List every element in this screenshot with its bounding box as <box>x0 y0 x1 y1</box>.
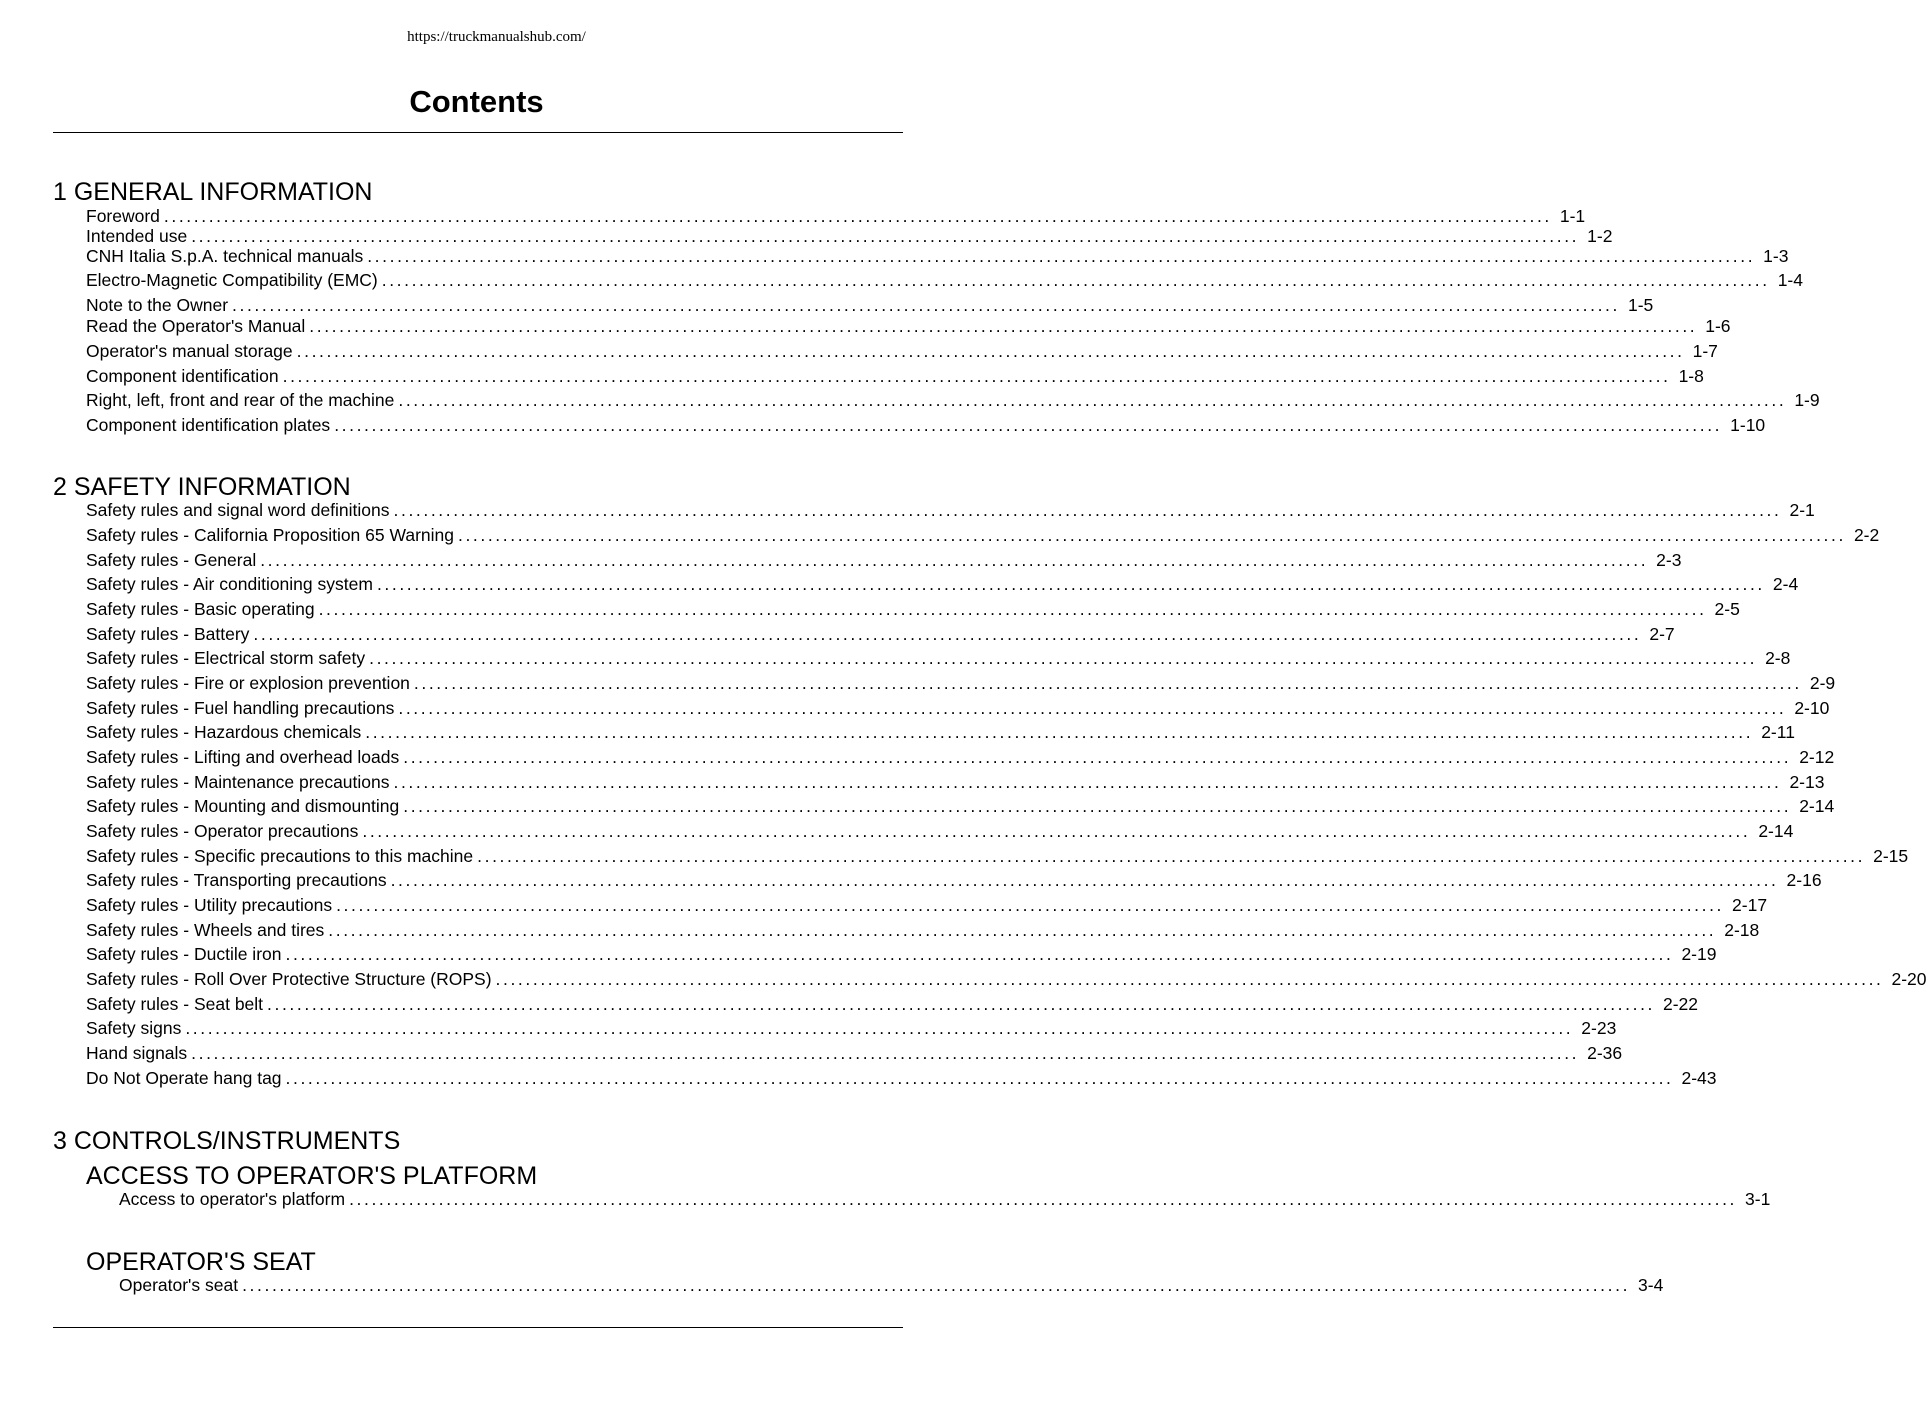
toc-entry-label: Safety rules - Air conditioning system <box>86 574 373 594</box>
dot-leader: .......................................................................................................................................................................................... <box>260 550 1649 570</box>
toc-entry-page: 2-20 <box>1891 969 1927 989</box>
toc-entry[interactable] <box>86 722 1795 743</box>
toc-entry-label: Safety rules - Ductile iron <box>86 944 282 964</box>
toc-entry-label: Safety rules - California Proposition 65 Warning <box>86 525 454 545</box>
subsection-heading-access-to-operators-platform: ACCESS TO OPERATOR'S PLATFORM <box>86 1162 538 1190</box>
dot-leader: .......................................................................................................................................................................................... <box>477 846 1866 866</box>
dot-leader: .......................................................................................................................................................................................... <box>336 895 1725 915</box>
toc-entry-page: 2-23 <box>1581 1018 1617 1038</box>
section-heading-controls-instruments: 3 CONTROLS/INSTRUMENTS <box>53 1127 401 1155</box>
dot-leader: .......................................................................................................................................................................................... <box>365 722 1754 742</box>
toc-entry-label: Safety rules - Fuel handling precautions <box>86 698 395 718</box>
toc-entry-page: 1-3 <box>1763 246 1789 266</box>
toc-entry[interactable] <box>86 295 1654 316</box>
dot-leader: .......................................................................................................................................................................................... <box>381 270 1770 290</box>
dot-leader: .......................................................................................................................................................................................... <box>285 1068 1674 1088</box>
dot-leader: .......................................................................................................................................................................................... <box>393 772 1782 792</box>
toc-entry-label: Note to the Owner <box>86 295 229 315</box>
top-divider <box>53 132 903 133</box>
dot-leader: .......................................................................................................................................................................................... <box>369 648 1758 668</box>
dot-leader: .......................................................................................................................................................................................... <box>393 500 1782 520</box>
toc-entry-page: 1-7 <box>1692 341 1718 361</box>
toc-entry-label: Intended use <box>86 226 188 246</box>
toc-entry-label: Safety signs <box>86 1018 182 1038</box>
toc-entry-page: 1-5 <box>1627 295 1654 315</box>
toc-entry[interactable] <box>86 390 1820 411</box>
toc-entry[interactable] <box>86 698 1830 719</box>
dot-leader: .......................................................................................................................................................................................... <box>267 994 1655 1014</box>
dot-leader: .......................................................................................................................................................................................... <box>458 525 1846 545</box>
toc-entry-page: 2-22 <box>1663 994 1699 1014</box>
toc-entry-page: 2-14 <box>1799 796 1835 816</box>
toc-entry[interactable] <box>86 1068 1717 1089</box>
toc-entry[interactable] <box>86 895 1768 916</box>
toc-entry-page: 2-3 <box>1656 550 1682 570</box>
toc-entry[interactable] <box>86 366 1704 387</box>
dot-leader: .......................................................................................................................................................................................... <box>398 390 1787 410</box>
toc-entry[interactable] <box>86 550 1682 571</box>
toc-entry-page: 2-13 <box>1789 772 1825 792</box>
toc-entry-page: 2-4 <box>1772 574 1799 594</box>
toc-entry-label: Safety rules - Transporting precautions <box>86 870 387 890</box>
dot-leader: .......................................................................................................................................................................................... <box>403 796 1792 816</box>
dot-leader: .......................................................................................................................................................................................... <box>285 944 1674 964</box>
toc-entry[interactable] <box>86 821 1794 842</box>
toc-entry-page: 1-9 <box>1794 390 1820 410</box>
toc-entry-label: Read the Operator's Manual <box>86 316 306 336</box>
toc-entry-page: 2-14 <box>1758 821 1794 841</box>
toc-entry-label: Do Not Operate hang tag <box>86 1068 282 1088</box>
toc-entry[interactable] <box>86 747 1835 768</box>
toc-entry[interactable] <box>86 574 1799 595</box>
toc-entry[interactable] <box>86 525 1880 546</box>
toc-entry[interactable] <box>119 1189 1771 1210</box>
dot-leader: .......................................................................................................................................................................................... <box>185 1018 1574 1038</box>
toc-entry-page: 2-10 <box>1794 698 1830 718</box>
toc-entry-label: CNH Italia S.p.A. technical manuals <box>86 246 364 266</box>
toc-entry-label: Safety rules - Mounting and dismounting <box>86 796 400 816</box>
dot-leader: .......................................................................................................................................................................................... <box>376 574 1765 594</box>
toc-entry[interactable] <box>86 270 1803 291</box>
toc-entry[interactable] <box>86 870 1822 891</box>
source-url[interactable]: https://truckmanualshub.com/ <box>407 29 586 45</box>
dot-leader: .......................................................................................................................................................................................... <box>318 599 1707 619</box>
dot-leader: .......................................................................................................................................................................................... <box>253 624 1642 644</box>
toc-entry[interactable] <box>86 415 1766 436</box>
toc-entry-label: Component identification plates <box>86 415 331 435</box>
dot-leader: .......................................................................................................................................................................................... <box>328 920 1717 940</box>
dot-leader: .......................................................................................................................................................................................... <box>296 341 1685 361</box>
toc-entry-page: 2-43 <box>1681 1068 1717 1088</box>
toc-entry-label: Safety rules - Lifting and overhead loads <box>86 747 400 767</box>
toc-entry[interactable] <box>86 599 1740 620</box>
toc-entry-label: Safety rules - Maintenance precautions <box>86 772 390 792</box>
toc-entry[interactable] <box>86 246 1789 267</box>
toc-entry-label: Safety rules - Electrical storm safety <box>86 648 366 668</box>
toc-entry-page: 1-4 <box>1777 270 1803 290</box>
toc-entry-label: Hand signals <box>86 1043 188 1063</box>
toc-entry-page: 2-19 <box>1681 944 1717 964</box>
toc-entry-page: 2-2 <box>1853 525 1880 545</box>
toc-entry[interactable] <box>86 944 1717 965</box>
toc-entry-page: 1-6 <box>1705 316 1731 336</box>
toc-entry-label: Safety rules and signal word definitions <box>86 500 390 520</box>
toc-entry-page: 2-12 <box>1799 747 1835 767</box>
toc-entry-page: 3-1 <box>1745 1189 1771 1209</box>
toc-entry[interactable] <box>86 994 1699 1015</box>
toc-entry-label: Safety rules - Seat belt <box>86 994 264 1014</box>
dot-leader: .......................................................................................................................................................................................... <box>282 366 1671 386</box>
toc-entry-page: 1-2 <box>1587 226 1613 246</box>
dot-leader: .......................................................................................................................................................................................... <box>191 226 1580 246</box>
toc-entry[interactable] <box>86 500 1815 521</box>
toc-entry-label: Safety rules - Utility precautions <box>86 895 333 915</box>
toc-entry-label: Safety rules - Operator precautions <box>86 821 359 841</box>
toc-entry-label: Safety rules - Roll Over Protective Structure (ROPS) <box>86 969 492 989</box>
toc-entry[interactable] <box>86 341 1718 362</box>
dot-leader: .......................................................................................................................................................................................... <box>413 673 1802 693</box>
toc-entry-page: 1-10 <box>1730 415 1766 435</box>
toc-entry-label: Safety rules - Basic operating <box>86 599 315 619</box>
toc-entry-label: Foreword <box>86 206 160 226</box>
toc-entry[interactable] <box>86 624 1675 645</box>
toc-entry[interactable] <box>86 226 1613 247</box>
toc-entry-page: 1-1 <box>1559 206 1586 226</box>
toc-entry-label: Operator's seat <box>119 1275 239 1295</box>
toc-entry-page: 2-5 <box>1714 599 1740 619</box>
toc-entry[interactable] <box>86 648 1791 669</box>
toc-entry-page: 1-8 <box>1678 366 1704 386</box>
dot-leader: .......................................................................................................................................................................................... <box>362 821 1751 841</box>
dot-leader: .......................................................................................................................................................................................... <box>349 1189 1738 1209</box>
dot-leader: .......................................................................................................................................................................................... <box>403 747 1792 767</box>
dot-leader: .......................................................................................................................................................................................... <box>232 295 1620 315</box>
toc-entry[interactable] <box>86 920 1760 941</box>
toc-entry[interactable] <box>86 673 1836 694</box>
toc-entry-label: Right, left, front and rear of the machine <box>86 390 395 410</box>
dot-leader: .......................................................................................................................................................................................... <box>495 969 1884 989</box>
toc-entry-label: Safety rules - Battery <box>86 624 250 644</box>
toc-entry-page: 2-9 <box>1809 673 1836 693</box>
dot-leader: .......................................................................................................................................................................................... <box>163 206 1552 226</box>
toc-entry[interactable] <box>86 1043 1623 1064</box>
page-title: Contents <box>409 84 544 119</box>
toc-entry-page: 3-4 <box>1638 1275 1664 1295</box>
toc-entry-page: 2-17 <box>1732 895 1768 915</box>
bottom-divider <box>53 1327 903 1328</box>
toc-entry-page: 2-16 <box>1786 870 1822 890</box>
dot-leader: .......................................................................................................................................................................................... <box>242 1275 1631 1295</box>
toc-entry-label: Component identification <box>86 366 279 386</box>
toc-entry-label: Safety rules - Hazardous chemicals <box>86 722 362 742</box>
dot-leader: .......................................................................................................................................................................................... <box>367 246 1756 266</box>
toc-entry-page: 2-8 <box>1765 648 1791 668</box>
dot-leader: .......................................................................................................................................................................................... <box>334 415 1723 435</box>
toc-entry-page: 2-11 <box>1761 722 1795 742</box>
section-heading-safety-information: 2 SAFETY INFORMATION <box>53 473 351 501</box>
dot-leader: .......................................................................................................................................................................................... <box>398 698 1787 718</box>
toc-entry-page: 2-7 <box>1649 624 1675 644</box>
toc-entry[interactable] <box>86 772 1825 793</box>
toc-entry-label: Safety rules - Fire or explosion prevention <box>86 673 410 693</box>
toc-entry-page: 2-15 <box>1873 846 1909 866</box>
subsection-heading-operators-seat: OPERATOR'S SEAT <box>86 1248 316 1276</box>
toc-entry-label: Safety rules - Specific precautions to this machine <box>86 846 474 866</box>
section-heading-general-information: 1 GENERAL INFORMATION <box>53 178 373 206</box>
toc-entry[interactable] <box>86 206 1586 227</box>
dot-leader: .......................................................................................................................................................................................... <box>390 870 1779 890</box>
toc-entry[interactable] <box>86 796 1835 817</box>
toc-entry-label: Operator's manual storage <box>86 341 293 361</box>
toc-entry-label: Safety rules - Wheels and tires <box>86 920 325 940</box>
toc-entry[interactable] <box>86 1018 1617 1039</box>
dot-leader: .......................................................................................................................................................................................... <box>309 316 1698 336</box>
toc-entry-label: Electro-Magnetic Compatibility (EMC) <box>86 270 378 290</box>
toc-entry-label: Safety rules - General <box>86 550 257 570</box>
toc-entry[interactable] <box>86 316 1731 337</box>
toc-entry-page: 2-36 <box>1587 1043 1623 1063</box>
dot-leader: .......................................................................................................................................................................................... <box>191 1043 1580 1063</box>
toc-entry-page: 2-18 <box>1724 920 1760 940</box>
toc-entry[interactable] <box>86 846 1909 867</box>
toc-entry-label: Access to operator's platform <box>119 1189 346 1209</box>
toc-entry-page: 2-1 <box>1789 500 1815 520</box>
toc-entry[interactable] <box>86 969 1927 990</box>
toc-entry[interactable] <box>119 1275 1664 1296</box>
